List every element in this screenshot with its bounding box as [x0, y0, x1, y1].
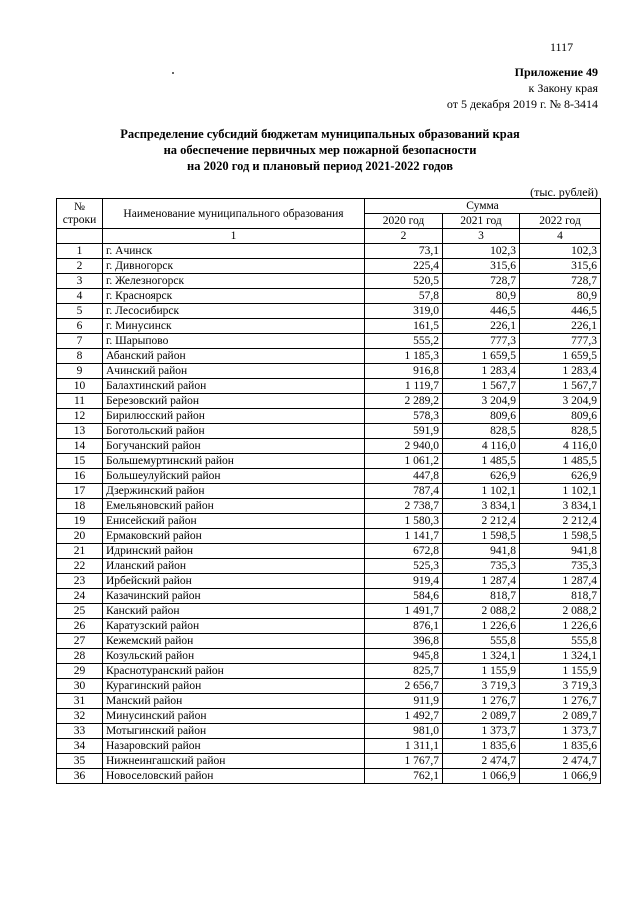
amount-2022: 1 567,7	[520, 379, 601, 394]
amount-2020: 945,8	[365, 649, 443, 664]
amount-2021: 1 324,1	[443, 649, 520, 664]
amount-2021: 1 567,7	[443, 379, 520, 394]
municipality-name: Каратузский район	[103, 619, 365, 634]
amount-2020: 1 141,7	[365, 529, 443, 544]
row-number: 29	[57, 664, 103, 679]
column-index: 2	[365, 229, 443, 244]
document-title	[0, 126, 635, 174]
column-index: 3	[443, 229, 520, 244]
amount-2020: 2 289,2	[365, 394, 443, 409]
table-row	[57, 499, 601, 514]
row-number: 17	[57, 484, 103, 499]
amount-2022: 1 287,4	[520, 574, 601, 589]
amount-2022: 1 102,1	[520, 484, 601, 499]
appendix-line-2: от 5 декабря 2019 г. № 8-3414	[446, 97, 598, 111]
amount-2020: 73,1	[365, 244, 443, 259]
row-number: 25	[57, 604, 103, 619]
amount-2022: 1 066,9	[520, 769, 601, 784]
amount-2022: 941,8	[520, 544, 601, 559]
table-row	[57, 724, 601, 739]
amount-2021: 735,3	[443, 559, 520, 574]
amount-2022: 2 088,2	[520, 604, 601, 619]
table-row	[57, 529, 601, 544]
title-line-1: Распределение субсидий бюджетам муниципальных образований края	[120, 127, 520, 141]
appendix-title: Приложение 49	[514, 65, 598, 79]
row-number: 4	[57, 289, 103, 304]
row-number: 30	[57, 679, 103, 694]
amount-2021: 1 659,5	[443, 349, 520, 364]
amount-2020: 57,8	[365, 289, 443, 304]
scan-speck	[172, 72, 174, 74]
municipality-name: Бирилюсский район	[103, 409, 365, 424]
amount-2020: 319,0	[365, 304, 443, 319]
amount-2020: 762,1	[365, 769, 443, 784]
amount-2021: 1 226,6	[443, 619, 520, 634]
amount-2021: 3 719,3	[443, 679, 520, 694]
amount-2020: 1 580,3	[365, 514, 443, 529]
table-row	[57, 664, 601, 679]
table-row	[57, 604, 601, 619]
municipality-name: Большемуртинский район	[103, 454, 365, 469]
amount-2020: 525,3	[365, 559, 443, 574]
row-number: 18	[57, 499, 103, 514]
header-row-number: № строки	[57, 199, 103, 229]
amount-2021: 1 066,9	[443, 769, 520, 784]
table-row	[57, 544, 601, 559]
table-row	[57, 769, 601, 784]
row-number: 23	[57, 574, 103, 589]
municipality-name: г. Железногорск	[103, 274, 365, 289]
amount-2021: 1 373,7	[443, 724, 520, 739]
amount-2022: 315,6	[520, 259, 601, 274]
amount-2021: 1 835,6	[443, 739, 520, 754]
amount-2020: 1 767,7	[365, 754, 443, 769]
table-row	[57, 484, 601, 499]
amount-2022: 1 835,6	[520, 739, 601, 754]
row-number: 3	[57, 274, 103, 289]
table-row	[57, 259, 601, 274]
header-year-2021: 2021 год	[443, 214, 520, 229]
municipality-name: г. Лесосибирск	[103, 304, 365, 319]
row-number: 32	[57, 709, 103, 724]
row-number: 10	[57, 379, 103, 394]
amount-2022: 1 155,9	[520, 664, 601, 679]
table-row	[57, 634, 601, 649]
amount-2020: 555,2	[365, 334, 443, 349]
municipality-name: Иланский район	[103, 559, 365, 574]
row-number: 28	[57, 649, 103, 664]
municipality-name: г. Красноярск	[103, 289, 365, 304]
table-row	[57, 589, 601, 604]
municipality-name: Курагинский район	[103, 679, 365, 694]
row-number: 35	[57, 754, 103, 769]
title-line-2: на обеспечение первичных мер пожарной безопасности	[163, 143, 477, 157]
amount-2020: 1 185,3	[365, 349, 443, 364]
amount-2022: 1 226,6	[520, 619, 601, 634]
table-row	[57, 409, 601, 424]
amount-2021: 3 204,9	[443, 394, 520, 409]
amount-2021: 941,8	[443, 544, 520, 559]
amount-2022: 818,7	[520, 589, 601, 604]
amount-2020: 825,7	[365, 664, 443, 679]
amount-2020: 911,9	[365, 694, 443, 709]
amount-2021: 555,8	[443, 634, 520, 649]
amount-2020: 672,8	[365, 544, 443, 559]
amount-2020: 578,3	[365, 409, 443, 424]
appendix-line-1: к Закону края	[528, 81, 598, 95]
amount-2020: 225,4	[365, 259, 443, 274]
municipality-name: Балахтинский район	[103, 379, 365, 394]
municipality-name: Емельяновский район	[103, 499, 365, 514]
amount-2022: 777,3	[520, 334, 601, 349]
amount-2022: 828,5	[520, 424, 601, 439]
municipality-name: Канский район	[103, 604, 365, 619]
table-row	[57, 469, 601, 484]
row-number: 1	[57, 244, 103, 259]
row-number: 21	[57, 544, 103, 559]
amount-2021: 1 276,7	[443, 694, 520, 709]
municipality-name: Ермаковский район	[103, 529, 365, 544]
amount-2022: 446,5	[520, 304, 601, 319]
municipality-name: Ачинский район	[103, 364, 365, 379]
table-row	[57, 694, 601, 709]
appendix-block	[447, 64, 598, 112]
municipality-name: Енисейский район	[103, 514, 365, 529]
amount-2022: 102,3	[520, 244, 601, 259]
municipality-name: Идринский район	[103, 544, 365, 559]
amount-2020: 2 940,0	[365, 439, 443, 454]
row-number: 8	[57, 349, 103, 364]
amount-2022: 1 324,1	[520, 649, 601, 664]
amount-2021: 818,7	[443, 589, 520, 604]
table-row	[57, 574, 601, 589]
amount-2021: 1 283,4	[443, 364, 520, 379]
amount-2021: 828,5	[443, 424, 520, 439]
amount-2022: 1 659,5	[520, 349, 601, 364]
amount-2022: 555,8	[520, 634, 601, 649]
amount-2022: 3 719,3	[520, 679, 601, 694]
municipality-name: Краснотуранский район	[103, 664, 365, 679]
row-number: 11	[57, 394, 103, 409]
amount-2020: 916,8	[365, 364, 443, 379]
amount-2020: 1 491,7	[365, 604, 443, 619]
municipality-name: г. Ачинск	[103, 244, 365, 259]
amount-2022: 80,9	[520, 289, 601, 304]
amount-2022: 1 283,4	[520, 364, 601, 379]
amount-2020: 981,0	[365, 724, 443, 739]
subsidy-table	[56, 198, 601, 784]
table-row	[57, 754, 601, 769]
amount-2022: 1 485,5	[520, 454, 601, 469]
amount-2021: 3 834,1	[443, 499, 520, 514]
header-sum: Сумма	[365, 199, 601, 214]
amount-2021: 1 485,5	[443, 454, 520, 469]
amount-2022: 728,7	[520, 274, 601, 289]
amount-2020: 2 656,7	[365, 679, 443, 694]
row-number: 19	[57, 514, 103, 529]
table-row	[57, 739, 601, 754]
municipality-name: Большеулуйский район	[103, 469, 365, 484]
table-row	[57, 649, 601, 664]
amount-2022: 809,6	[520, 409, 601, 424]
municipality-name: Казачинский район	[103, 589, 365, 604]
header-municipality: Наименование муниципального образования	[103, 199, 365, 229]
amount-2021: 4 116,0	[443, 439, 520, 454]
amount-2020: 876,1	[365, 619, 443, 634]
amount-2020: 1 061,2	[365, 454, 443, 469]
row-number: 14	[57, 439, 103, 454]
municipality-name: Минусинский район	[103, 709, 365, 724]
amount-2022: 735,3	[520, 559, 601, 574]
row-number: 27	[57, 634, 103, 649]
amount-2020: 1 311,1	[365, 739, 443, 754]
amount-2021: 2 089,7	[443, 709, 520, 724]
amount-2020: 1 492,7	[365, 709, 443, 724]
municipality-name: Манский район	[103, 694, 365, 709]
municipality-name: Нижнеингашский район	[103, 754, 365, 769]
row-number: 5	[57, 304, 103, 319]
table-row	[57, 364, 601, 379]
municipality-name: Ирбейский район	[103, 574, 365, 589]
municipality-name: Абанский район	[103, 349, 365, 364]
amount-2021: 1 598,5	[443, 529, 520, 544]
amount-2021: 446,5	[443, 304, 520, 319]
table-row	[57, 394, 601, 409]
table-row	[57, 514, 601, 529]
amount-2021: 2 212,4	[443, 514, 520, 529]
municipality-name: г. Минусинск	[103, 319, 365, 334]
page-number: 1117	[550, 40, 574, 54]
title-line-3: на 2020 год и плановый период 2021-2022 годов	[187, 159, 453, 173]
row-number: 6	[57, 319, 103, 334]
row-number: 26	[57, 619, 103, 634]
row-number: 36	[57, 769, 103, 784]
amount-2022: 626,9	[520, 469, 601, 484]
amount-2021: 728,7	[443, 274, 520, 289]
amount-2022: 3 204,9	[520, 394, 601, 409]
row-number: 31	[57, 694, 103, 709]
amount-2021: 226,1	[443, 319, 520, 334]
row-number: 2	[57, 259, 103, 274]
amount-2022: 4 116,0	[520, 439, 601, 454]
amount-2022: 1 276,7	[520, 694, 601, 709]
amount-2021: 80,9	[443, 289, 520, 304]
column-index: 1	[103, 229, 365, 244]
amount-2022: 1 373,7	[520, 724, 601, 739]
municipality-name: Новоселовский район	[103, 769, 365, 784]
amount-2020: 1 119,7	[365, 379, 443, 394]
table-row	[57, 274, 601, 289]
header-year-2020: 2020 год	[365, 214, 443, 229]
municipality-name: Мотыгинский район	[103, 724, 365, 739]
amount-2020: 2 738,7	[365, 499, 443, 514]
table-row	[57, 349, 601, 364]
amount-2022: 2 474,7	[520, 754, 601, 769]
table-row	[57, 679, 601, 694]
row-number: 34	[57, 739, 103, 754]
amount-2020: 520,5	[365, 274, 443, 289]
units-label: (тыс. рублей)	[530, 185, 598, 199]
amount-2021: 102,3	[443, 244, 520, 259]
row-number: 16	[57, 469, 103, 484]
table-row	[57, 709, 601, 724]
row-number: 7	[57, 334, 103, 349]
table-row	[57, 424, 601, 439]
municipality-name: Кежемский район	[103, 634, 365, 649]
municipality-name: Назаровский район	[103, 739, 365, 754]
table-row	[57, 304, 601, 319]
amount-2021: 809,6	[443, 409, 520, 424]
table-row	[57, 439, 601, 454]
amount-2022: 3 834,1	[520, 499, 601, 514]
amount-2020: 584,6	[365, 589, 443, 604]
column-index	[57, 229, 103, 244]
column-index: 4	[520, 229, 601, 244]
row-number: 33	[57, 724, 103, 739]
row-number: 9	[57, 364, 103, 379]
row-number: 24	[57, 589, 103, 604]
amount-2021: 626,9	[443, 469, 520, 484]
amount-2021: 1 155,9	[443, 664, 520, 679]
row-number: 22	[57, 559, 103, 574]
row-number: 13	[57, 424, 103, 439]
amount-2020: 919,4	[365, 574, 443, 589]
column-index-row	[57, 229, 601, 244]
amount-2021: 2 088,2	[443, 604, 520, 619]
amount-2021: 1 287,4	[443, 574, 520, 589]
amount-2021: 315,6	[443, 259, 520, 274]
table-row	[57, 619, 601, 634]
municipality-name: Боготольский район	[103, 424, 365, 439]
municipality-name: Дзержинский район	[103, 484, 365, 499]
amount-2020: 787,4	[365, 484, 443, 499]
amount-2022: 2 089,7	[520, 709, 601, 724]
amount-2020: 161,5	[365, 319, 443, 334]
municipality-name: Козульский район	[103, 649, 365, 664]
row-number: 15	[57, 454, 103, 469]
table-row	[57, 289, 601, 304]
table-row	[57, 244, 601, 259]
municipality-name: г. Дивногорск	[103, 259, 365, 274]
table-row	[57, 454, 601, 469]
row-number: 20	[57, 529, 103, 544]
amount-2021: 1 102,1	[443, 484, 520, 499]
amount-2022: 2 212,4	[520, 514, 601, 529]
table-row	[57, 559, 601, 574]
table-row	[57, 334, 601, 349]
table-body	[57, 244, 601, 784]
amount-2020: 591,9	[365, 424, 443, 439]
table-row	[57, 379, 601, 394]
amount-2021: 777,3	[443, 334, 520, 349]
amount-2021: 2 474,7	[443, 754, 520, 769]
amount-2022: 1 598,5	[520, 529, 601, 544]
amount-2022: 226,1	[520, 319, 601, 334]
row-number: 12	[57, 409, 103, 424]
municipality-name: Березовский район	[103, 394, 365, 409]
municipality-name: Богучанский район	[103, 439, 365, 454]
header-year-2022: 2022 год	[520, 214, 601, 229]
table-row	[57, 319, 601, 334]
municipality-name: г. Шарыпово	[103, 334, 365, 349]
amount-2020: 396,8	[365, 634, 443, 649]
amount-2020: 447,8	[365, 469, 443, 484]
